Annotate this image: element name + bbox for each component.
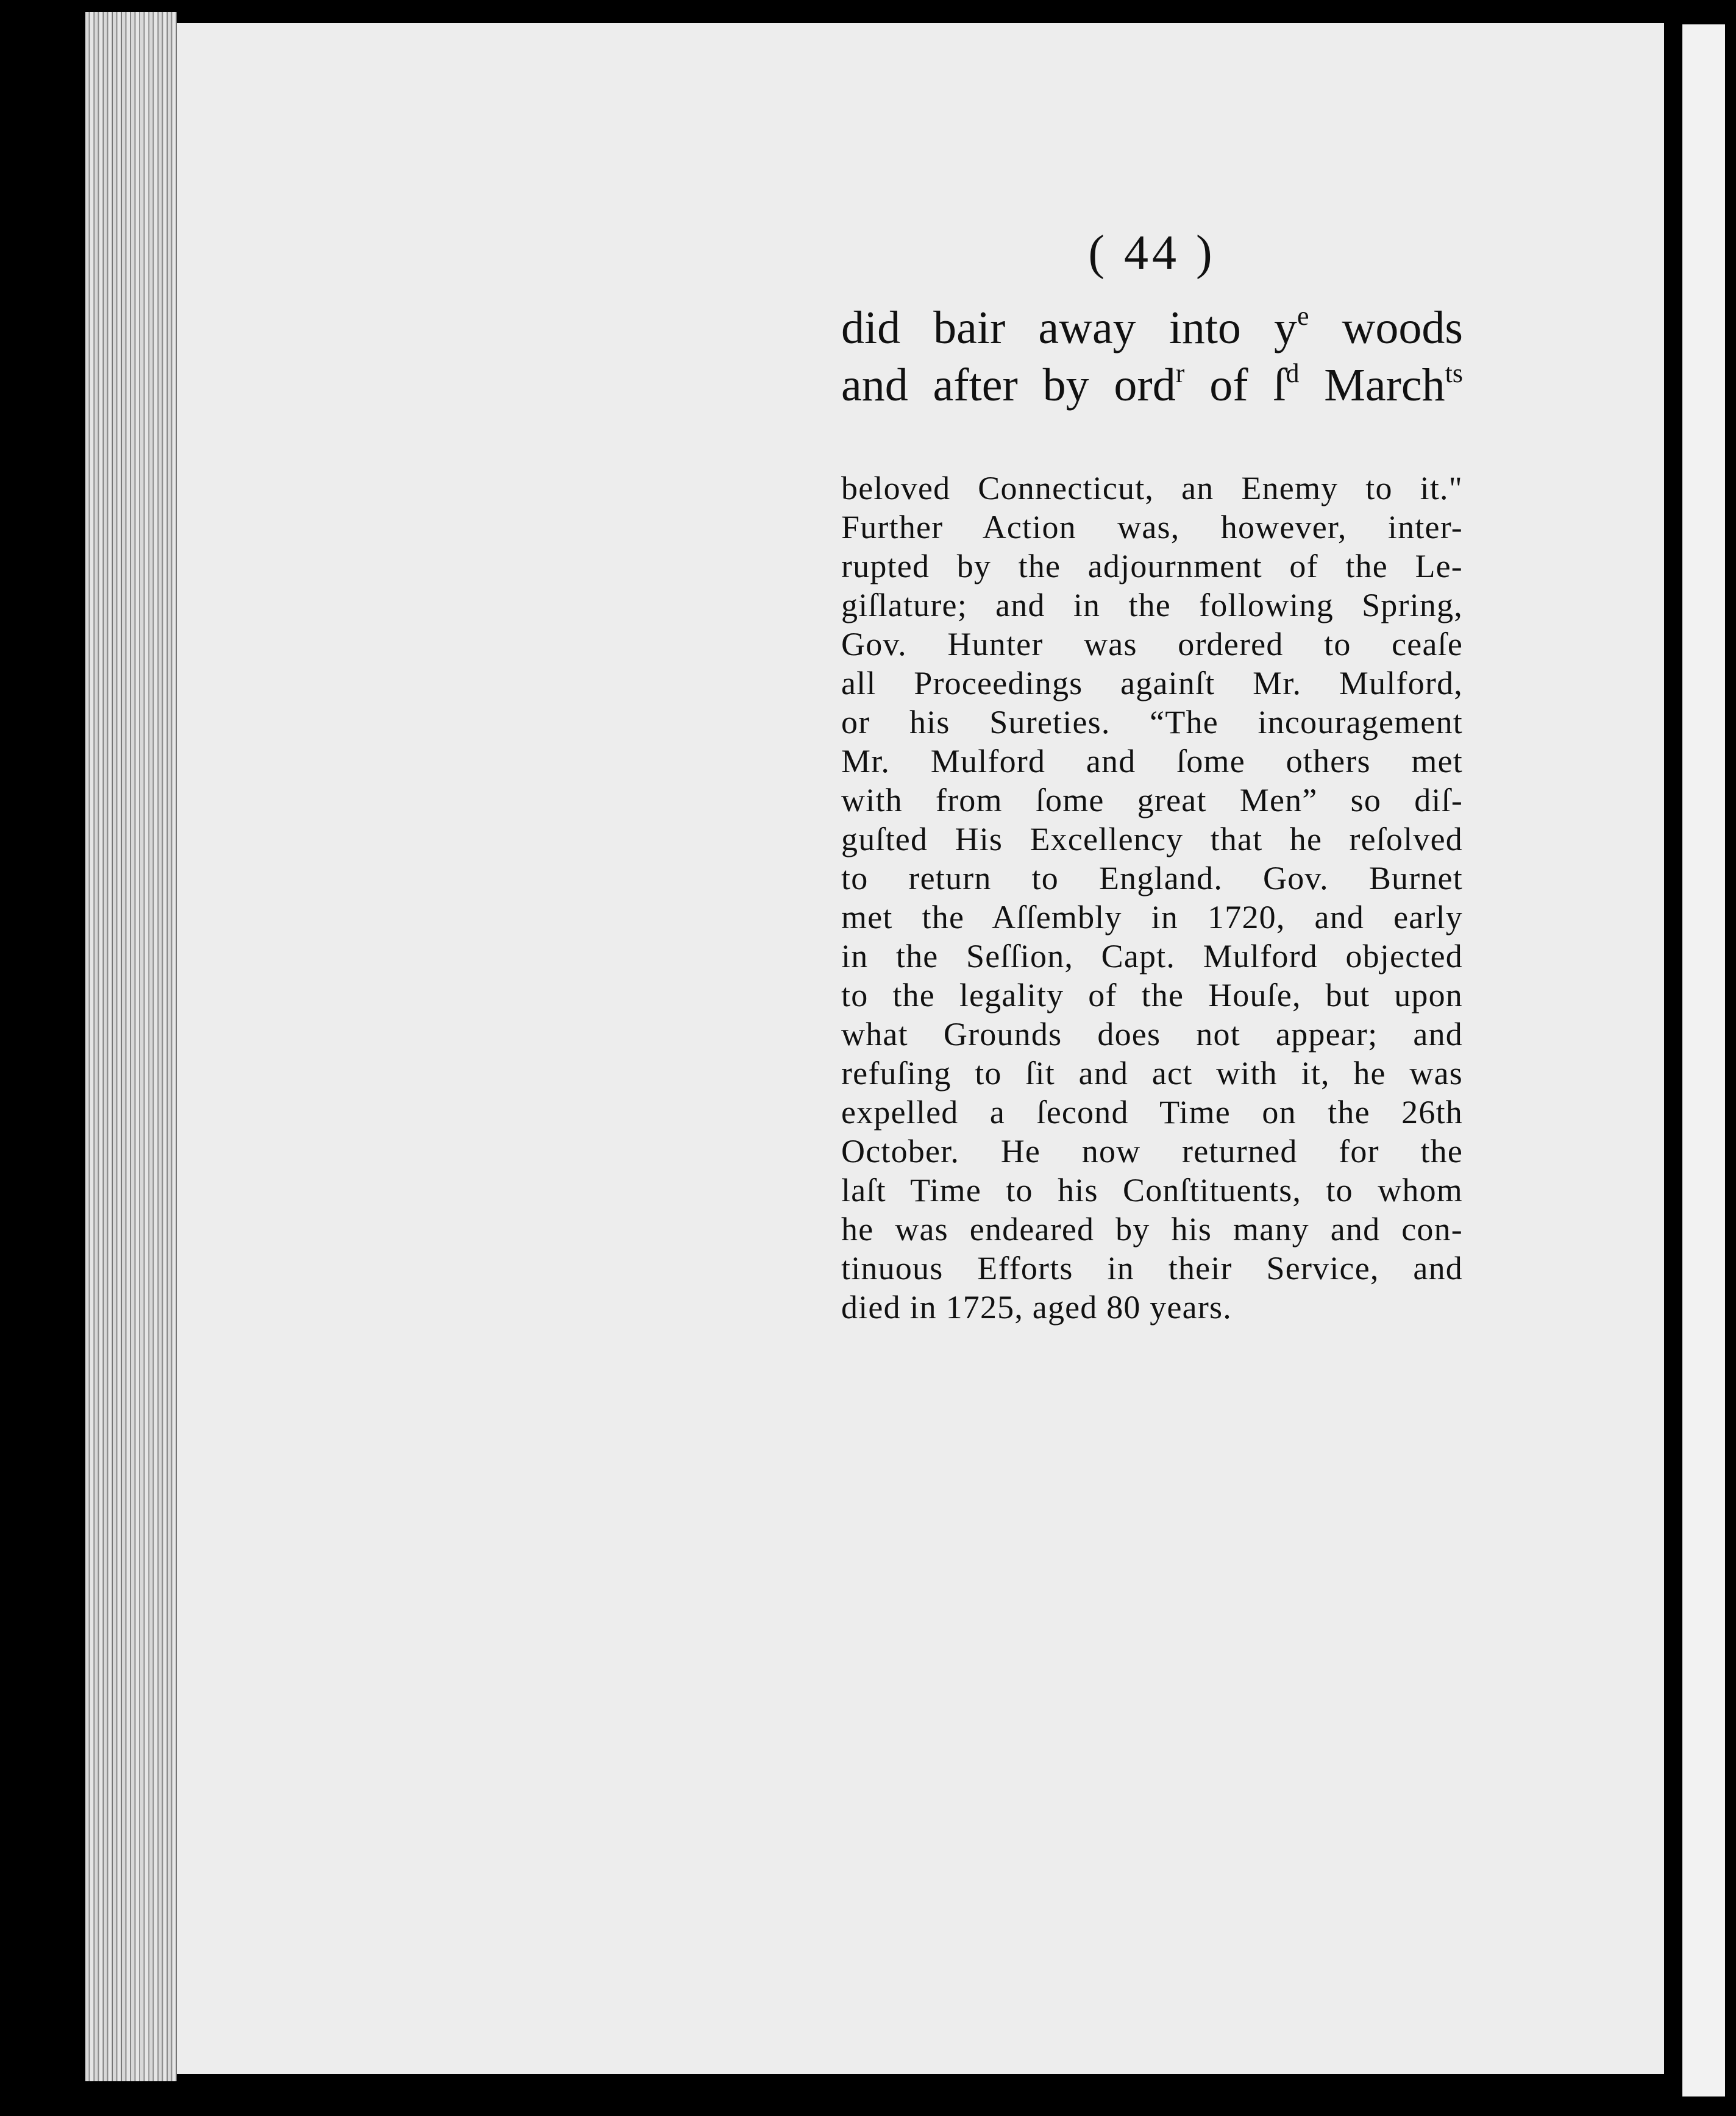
facsimile-quotation (841, 299, 1463, 414)
text-line: Gov. Hunter was ordered to ceaſe (841, 626, 1463, 662)
text-line: died in 1725, aged 80 years. (841, 1289, 1232, 1326)
text-line: in the Seſſion, Capt. Mulford objected (841, 938, 1463, 975)
facsimile-superscript: ts (1445, 358, 1463, 388)
text-line: expelled a ſecond Time on the 26th (841, 1094, 1463, 1131)
facsimile-text: March (1299, 360, 1445, 411)
facsimile-text: did bair away into y (841, 302, 1297, 353)
text-line: to the legality of the Houſe, but upon (841, 977, 1463, 1014)
text-line: giſlature; and in the following Spring, (841, 587, 1463, 623)
text-line: Mr. Mulford and ſome others met (841, 743, 1463, 779)
text-line: or his Sureties. “The incouragement (841, 704, 1463, 740)
text-line: refuſing to ſit and act with it, he was (841, 1055, 1463, 1092)
text-line: beloved Connecticut, an Enemy to it." (841, 470, 1463, 506)
body-paragraph (841, 469, 1463, 1327)
text-line: guſted His Excellency that he reſolved (841, 821, 1463, 857)
text-line: he was endeared by his many and con- (841, 1211, 1463, 1248)
text-line: laſt Time to his Conſtituents, to whom (841, 1172, 1463, 1209)
book-page-edges (85, 12, 177, 2081)
text-line: October. He now returned for the (841, 1133, 1463, 1170)
text-line: all Proceedings againſt Mr. Mulford, (841, 665, 1463, 701)
facsimile-line-2 (841, 357, 1463, 414)
facsimile-text: of ſ (1184, 360, 1286, 411)
facsimile-superscript: e (1297, 301, 1309, 331)
text-line: Further Action was, however, inter- (841, 509, 1463, 545)
text-line: rupted by the adjournment of the Le- (841, 548, 1463, 584)
text-line: tinuous Efforts in their Service, and (841, 1250, 1463, 1287)
text-block (841, 225, 1463, 1327)
text-line: met the Aſſembly in 1720, and early (841, 899, 1463, 936)
text-line: what Grounds does not appear; and (841, 1016, 1463, 1053)
facsimile-text: and after by ord (841, 360, 1176, 411)
text-line: to return to England. Gov. Burnet (841, 860, 1463, 896)
facsimile-line-1 (841, 299, 1463, 357)
facing-page-edge (1682, 24, 1725, 2096)
page-number: ( 44 ) (1088, 226, 1216, 280)
facsimile-text: woods (1309, 302, 1463, 353)
text-line: with from ſome great Men” so diſ- (841, 782, 1463, 818)
facsimile-superscript: r (1175, 358, 1185, 388)
facsimile-superscript: d (1286, 358, 1300, 388)
